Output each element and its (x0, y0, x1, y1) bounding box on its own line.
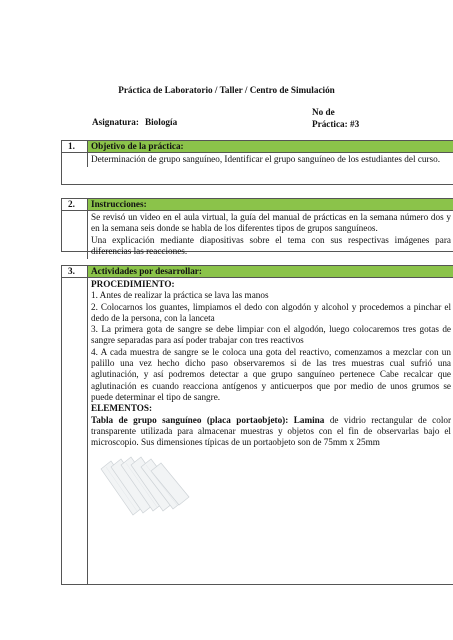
section-body (62, 211, 453, 259)
section-objective (61, 140, 453, 185)
section-header (62, 199, 453, 211)
section-header (62, 141, 453, 153)
section-title: Actividades por desarrollar: (88, 266, 453, 277)
practice-number-block (312, 107, 359, 130)
section-title: Instrucciones: (88, 199, 453, 210)
section-text (88, 153, 453, 167)
element-paragraph (91, 415, 451, 449)
section-text (88, 211, 453, 259)
section-text (88, 278, 453, 584)
subject-label: Asignatura: (92, 117, 139, 127)
section-number: 1. (62, 141, 88, 152)
section-number: 2. (62, 199, 88, 210)
microscope-slides-image (97, 455, 193, 517)
element-name: Tabla de grupo sanguíneo (placa portaobjeto): (91, 414, 289, 425)
page-title: Práctica de Laboratorio / Taller / Centro de Simulación (118, 85, 335, 95)
element-term: Lamina (293, 414, 325, 425)
procedure-step: 4. A cada muestra de sangre se le coloca una gota del reactivo, comenzamos a mezclar con un palillo una vez hecho dicho paso observaremos si de las tres muestras cual sufrió una aglutinación, y así podremos detectar a que grupo sanguíneo pertenece Cabe recalcar que aglutinación es cuando reacciona antígenos y anticuerpos que por medio de unos grumos se puede determinar el tipo de sangre. (91, 346, 451, 402)
practice-label: Práctica: #3 (312, 118, 360, 129)
section-activities (61, 265, 453, 585)
section-body (62, 278, 453, 584)
section-title: Objetivo de la práctica: (88, 141, 453, 152)
section-gutter (62, 278, 88, 584)
procedure-step: 3. La primera gota de sangre se debe limpiar con el algodón, luego colocaremos tres gotas de sangre separadas para así poder trabajar con tres reactivos (91, 324, 451, 346)
subject-value: Biología (145, 117, 178, 127)
objective-text: Determinación de grupo sanguíneo, Identificar el grupo sanguíneo de los estudiantes del curso. (91, 154, 441, 164)
procedure-step: 2. Colocarnos los guantes, limpiamos el dedo con algodón y alcohol y procedemos a pinchar el dedo de la persona, con la lanceta (91, 301, 451, 323)
slides-illustration (97, 455, 193, 517)
element-description: de vidrio rectangular de color transparente utilizada para almacenar muestras y objetos con el fin de observarlas bajo el microscopio. Sus dimensiones típicas de un portaobjeto son de 75mm x 25mm (91, 414, 452, 448)
procedure-step: 1. Antes de realizar la práctica se lava las manos (91, 290, 269, 301)
section-header (62, 266, 453, 278)
instructions-text-2: Una explicación mediante diapositivas sobre el tema con sus respectivas imágenes para diferencias las reacciones. (91, 234, 451, 256)
elements-heading: ELEMENTOS: (91, 403, 153, 414)
no-label: No de (312, 107, 335, 117)
section-gutter (62, 153, 88, 167)
section-gutter (62, 211, 88, 259)
section-body (62, 153, 453, 167)
section-number: 3. (62, 266, 88, 277)
section-instructions (61, 198, 453, 256)
procedure-heading: PROCEDIMIENTO: (91, 279, 175, 289)
instructions-text: Se revisó un video en el aula virtual, la guía del manual de prácticas en la semana número dos y en la semana seis donde se habla de los diferentes tipos de grupos sanguíneos. (91, 212, 451, 234)
